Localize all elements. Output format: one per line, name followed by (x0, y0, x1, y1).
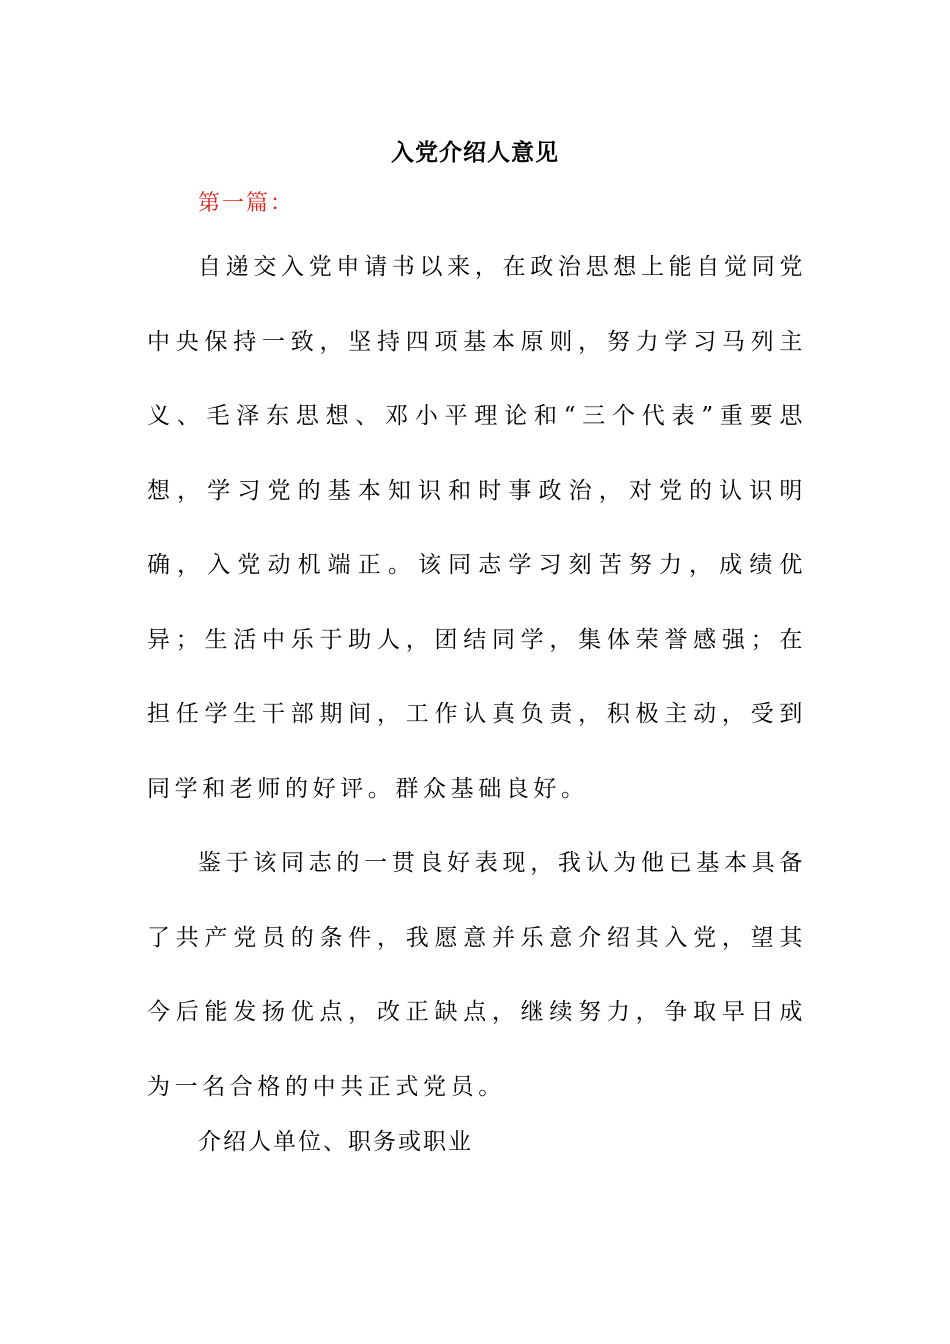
paragraph-recommendation: 鉴于该同志的一贯良好表现，我认为他已基本具备了共产党员的条件，我愿意并乐意介绍其入党，望其今后能发扬优点，改正缺点，继续努力，争取早日成为一名合格的中共正式党员。 (147, 850, 807, 1100)
document-title: 入党介绍人意见 (391, 139, 559, 166)
introducer-unit-label: 介绍人单位、职务或职业 (198, 1129, 473, 1155)
section-label: 第一篇： (198, 191, 295, 216)
paragraph-opinion: 自递交入党申请书以来，在政治思想上能自觉同党中央保持一致，坚持四项基本原则，努力学习马列主义、毛泽东思想、邓小平理论和“三个代表”重要思想，学习党的基本知识和时事政治，对党的认识明确，入党动机端正。该同志学习刻苦努力，成绩优异；生活中乐于助人，团结同学，集体荣誉感强；在担任学生干部期间，工作认真负责，积极主动，受到同学和老师的好评。群众基础良好。 (147, 254, 807, 802)
